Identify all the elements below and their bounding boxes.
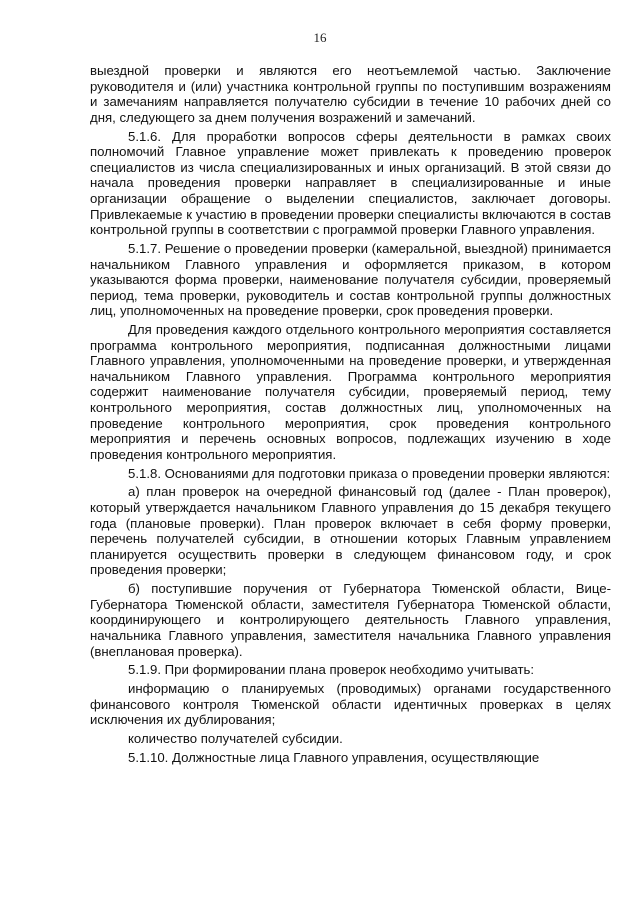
paragraph-item-b: б) поступившие поручения от Губернатора Тюменской области, Вице-Губернатора Тюменской области, заместителя Губернатора Тюменской области, координирующего и контролирующего деятельность Главного управления, начальника Главного управления, заместителя начальника Главного управления (внеплановая проверка).: [90, 581, 611, 659]
paragraph-5-1-8: 5.1.8. Основаниями для подготовки приказа о проведении проверки являются:: [128, 465, 611, 481]
document-body: [90, 63, 611, 769]
paragraph-5-1-7: 5.1.7. Решение о проведении проверки (камеральной, выездной) принимается начальником Главного управления и оформляется приказом, в котором указываются форма проверки, наименование получателя субсидии, проверяемый период, тема проверки, руководитель и состав контрольной группы должностных лиц, уполномоченных на проведение проверки, срок проведения проверки.: [90, 240, 611, 319]
paragraph-5-1-9: 5.1.9. При формировании плана проверок необходимо учитывать:: [128, 662, 535, 678]
page-number: 16: [313, 30, 327, 45]
paragraph-5-1-10: 5.1.10. Должностные лица Главного управления, осуществляющие: [128, 749, 540, 765]
paragraph-item-a: а) план проверок на очередной финансовый год (далее - План проверок), который утверждается начальником Главного управления до 15 декабря текущего года (плановые проверки). План проверок включает в себя форму проверки, перечень получателей субсидии, в отношении которых Главным управлением планируется осуществить проверки в следующем финансовом году, и срок проведения проверки;: [90, 484, 611, 578]
paragraph-continuation: выездной проверки и являются его неотъемлемой частью. Заключение руководителя и (или) участника контрольной группы по поступившим возражениям и замечаниям направляется получателю субсидии в течение 10 рабочих дней со дня, следующего за днем получения возражений и замечаний.: [90, 63, 611, 125]
paragraph-5-1-6: 5.1.6. Для проработки вопросов сферы деятельности в рамках своих полномочий Главное управление может привлекать к проведению проверок специалистов из числа специализированных и иных организаций. В этой связи до начала проведения проверки направляет в специализированные и иные организации обращение о выделении специалистов, заключает договоры. Привлекаемые к участию в проведении проверки специалисты включаются в состав контрольной группы в соответствии с программой проверки Главного управления.: [90, 128, 611, 238]
paragraph-consider-count: количество получателей субсидии.: [128, 731, 343, 747]
paragraph-program: Для проведения каждого отдельного контрольного мероприятия составляется программа контрольного мероприятия, подписанная должностными лицами Главного управления, уполномоченными на проведение проверки, и утвержденная начальником Главного управления. Программа контрольного мероприятия содержит наименование получателя субсидии, проверяемый период, тему контрольного мероприятия, состав должностных лиц, уполномоченных на проведение контрольного мероприятия, срок проведения контрольного мероприятия и перечень основных вопросов, подлежащих изучению в ходе проведения контрольного мероприятия.: [90, 322, 611, 462]
paragraph-consider-info: информацию о планируемых (проводимых) органами государственного финансового контроля Тюменской области идентичных проверках в целях исключения их дублирования;: [90, 681, 611, 728]
